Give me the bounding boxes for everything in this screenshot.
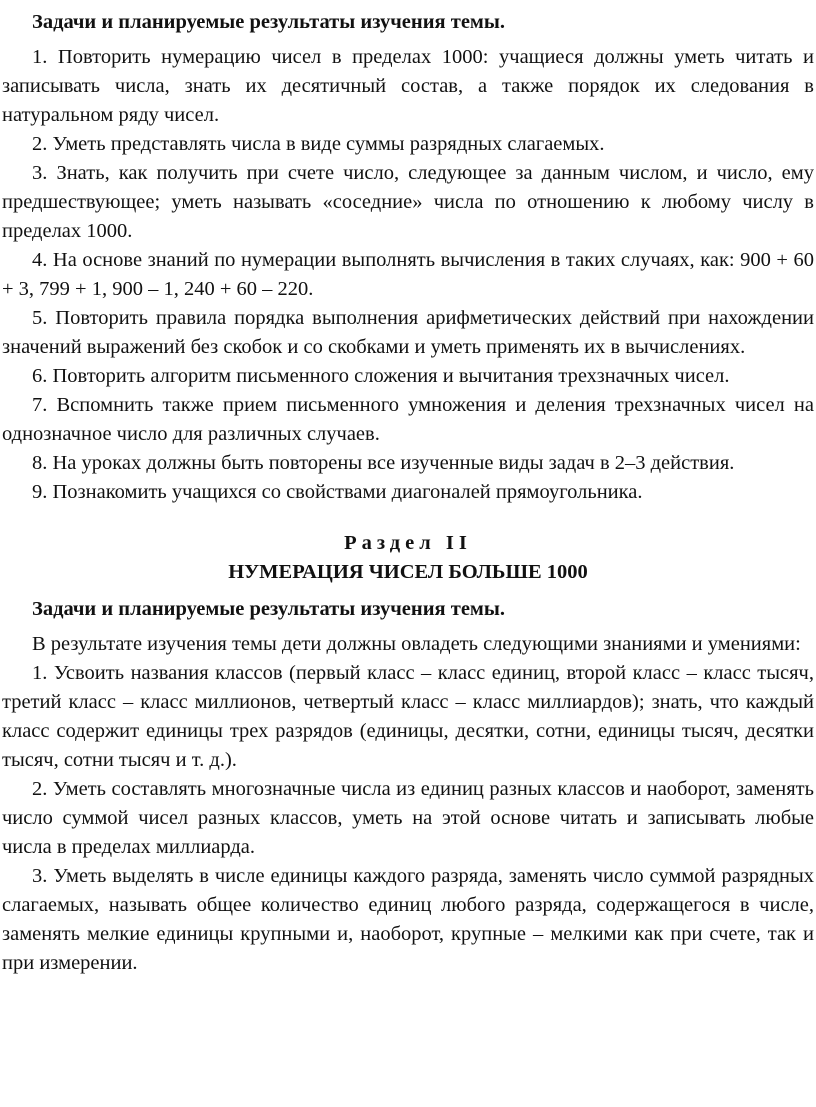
part1-item-2: 2. Уметь представлять числа в виде суммы разрядных слагаемых.: [32, 133, 605, 155]
section2-item-1: 1. Усвоить названия классов (первый класс – класс единиц, второй класс – класс тысяч, третий класс – класс миллионов, четвертый класс – класс миллиардов); знать, что каждый класс содержит единицы трех разрядов (единицы, десятки, сотни, единицы тысяч, десятки тысяч, сотни тысяч и т. д.).: [2, 662, 814, 771]
section2-heading: Задачи и планируемые результаты изучения темы.: [32, 598, 506, 620]
part1-item-1: 1. Повторить нумерацию чисел в пределах 1000: учащиеся должны уметь читать и записывать числа, знать их десятичный состав, а также порядок их следования в натуральном ряду чисел.: [2, 46, 814, 126]
part1-item-5: 5. Повторить правила порядка выполнения арифметических действий при нахождении значений выражений без скобок и со скобками и уметь применять их в вычислениях.: [2, 307, 814, 358]
part1-item-6: 6. Повторить алгоритм письменного сложения и вычитания трехзначных чисел.: [32, 365, 730, 387]
part1-item-9: 9. Познакомить учащихся со свойствами диагоналей прямоугольника.: [32, 481, 643, 503]
section2-item-2: 2. Уметь составлять многозначные числа из единиц разных классов и наоборот, заменять число суммой чисел разных классов, уметь на этой основе читать и записывать любые числа в пределах миллиарда.: [2, 778, 814, 858]
part1-item-7: 7. Вспомнить также прием письменного умножения и деления трехзначных чисел на однозначное число для различных случаев.: [2, 394, 814, 445]
part1-heading: Задачи и планируемые результаты изучения темы.: [32, 11, 506, 33]
section2-intro: В результате изучения темы дети должны овладеть следующими знаниями и умениями:: [32, 633, 801, 655]
part1-item-4: 4. На основе знаний по нумерации выполнять вычисления в таких случаях, как: 900 + 60 + 3, 799 + 1, 900 – 1, 240 + 60 – 220.: [2, 249, 814, 300]
section2-item-3: 3. Уметь выделять в числе единицы каждого разряда, заменять число суммой разрядных слагаемых, называть общее количество единиц любого разряда, содержащегося в числе, заменять мелкие единицы крупными и, наоборот, крупные – мелкими как при счете, так и при измерении.: [2, 865, 814, 974]
section-label: Раздел II: [344, 532, 472, 554]
part1-item-8: 8. На уроках должны быть повторены все изученные виды задач в 2–3 действия.: [32, 452, 735, 474]
section-title: НУМЕРАЦИЯ ЧИСЕЛ БОЛЬШЕ 1000: [228, 561, 588, 583]
section-spacer: [2, 507, 814, 529]
part1-item-3: 3. Знать, как получить при счете число, следующее за данным числом, и число, ему предшествующее; уметь называть «соседние» числа по отношению к любому числу в пределах 1000.: [2, 162, 814, 242]
